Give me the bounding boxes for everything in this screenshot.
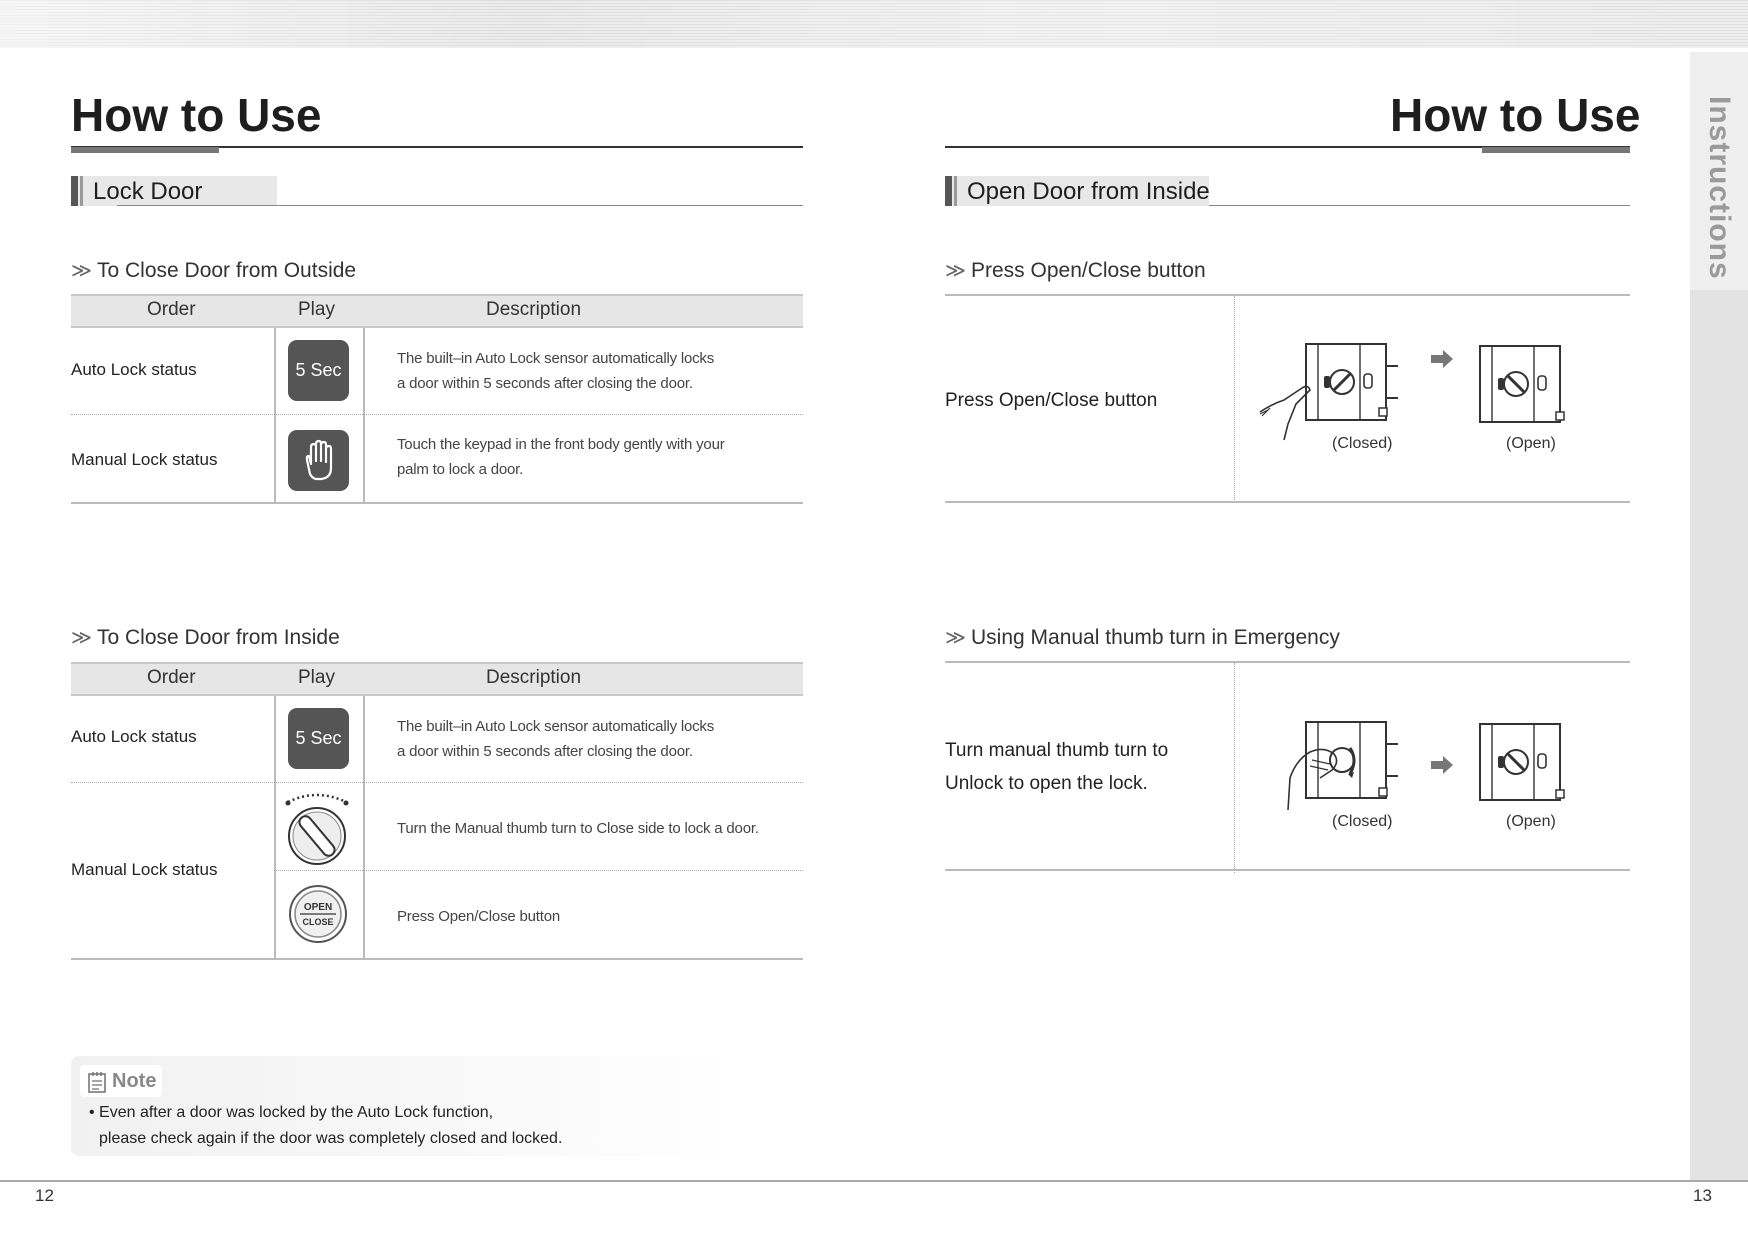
note-label: Note: [112, 1070, 157, 1092]
hand-icon: [288, 430, 349, 491]
caption-open: (Open): [1506, 813, 1556, 830]
right-section-title: Open Door from Inside: [967, 178, 1210, 205]
arrow-right-icon: [1431, 756, 1453, 779]
table-row-description: Touch the keypad in the front body gently with your palm to lock a door.: [397, 436, 725, 478]
table-row-order: Auto Lock status: [71, 727, 197, 746]
col-play: Play: [298, 667, 335, 688]
side-tab: [1690, 52, 1748, 1180]
subheading-close-outside: ≫ To Close Door from Outside: [71, 259, 357, 282]
open-close-button-icon: [288, 884, 348, 949]
page-number-left: 12: [35, 1186, 54, 1205]
caption-closed: (Closed): [1332, 813, 1393, 830]
table-header-inside: [71, 662, 803, 696]
left-section-title: Lock Door: [93, 178, 203, 205]
subheading-press-button: ≫ Press Open/Close button: [945, 259, 1206, 282]
table-row-order: Manual Lock status: [71, 450, 218, 469]
arrow-right-icon: [1431, 350, 1453, 373]
svg-text:CLOSE: CLOSE: [302, 917, 334, 927]
table-row-description: The built–in Auto Lock sensor automatically locks a door within 5 seconds after closing the door.: [397, 350, 715, 392]
chevron-right-icon: ≫: [71, 260, 92, 282]
caption-open: (Open): [1506, 435, 1556, 452]
chevron-right-icon: ≫: [945, 627, 966, 649]
five-sec-icon: 5 Sec: [288, 708, 349, 769]
left-section-rule: [117, 205, 803, 206]
col-description: Description: [486, 667, 582, 688]
lock-closed-thumbturn-illustration: [1286, 720, 1398, 817]
lock-closed-press-illustration: [1258, 340, 1398, 449]
right-section-header: [945, 176, 1209, 206]
side-tab-label: Instructions: [1703, 96, 1736, 280]
subheading-emergency: ≫ Using Manual thumb turn in Emergency: [945, 626, 1340, 649]
right-section-rule: [1209, 205, 1630, 206]
right-title-accent: [1482, 147, 1630, 153]
five-sec-icon: 5 Sec: [288, 340, 349, 401]
table-row-description: Turn the Manual thumb turn to Close side to lock a door.: [397, 820, 759, 837]
lock-open-illustration: [1476, 722, 1570, 813]
left-section-header: [71, 176, 277, 206]
col-description: Description: [486, 299, 582, 320]
left-page-title: How to Use: [71, 89, 322, 141]
subheading-close-inside: ≫ To Close Door from Inside: [71, 626, 340, 649]
table-row-order: Manual Lock status: [71, 860, 218, 879]
left-title-accent: [71, 147, 219, 153]
table-row-description: Press Open/Close button: [397, 908, 560, 925]
instruction-text: Turn manual thumb turn to Unlock to open the lock.: [945, 740, 1169, 794]
lock-open-illustration: [1476, 344, 1570, 435]
col-play: Play: [298, 299, 335, 320]
chevron-right-icon: ≫: [71, 627, 92, 649]
table-row-description: The built–in Auto Lock sensor automatically locks a door within 5 seconds after closing the door.: [397, 718, 715, 760]
table-header-outside: [71, 294, 803, 328]
page-number-right: 13: [1693, 1186, 1712, 1205]
caption-closed: (Closed): [1332, 435, 1393, 452]
col-order: Order: [147, 667, 196, 688]
col-order: Order: [147, 299, 196, 320]
notepad-icon: [88, 1071, 106, 1098]
right-page-title: How to Use: [1390, 89, 1641, 141]
note-text: • Even after a door was locked by the Auto Lock function, please check again if the door was completely closed and locked.: [89, 1104, 563, 1147]
table-row-order: Auto Lock status: [71, 360, 197, 379]
top-decorative-band: [0, 0, 1748, 48]
svg-text:OPEN: OPEN: [303, 902, 333, 913]
thumb-turn-icon: [280, 790, 354, 871]
chevron-right-icon: ≫: [945, 260, 966, 282]
instruction-text: Press Open/Close button: [945, 390, 1158, 411]
footer-rule: [0, 1180, 1748, 1182]
